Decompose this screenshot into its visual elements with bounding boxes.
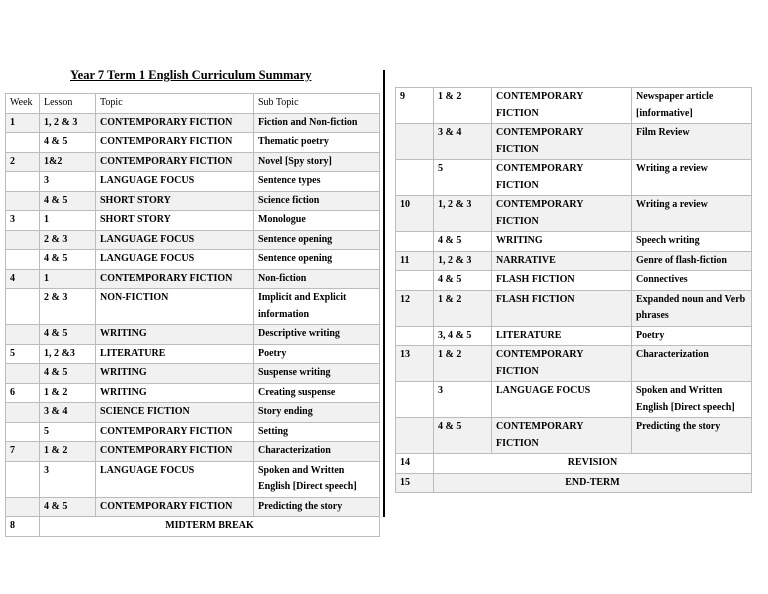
- topic-cell: WRITING: [492, 232, 632, 252]
- lesson-cell: 4 & 5: [40, 325, 96, 345]
- table-row: [6, 230, 380, 250]
- week-cell: 9: [396, 88, 434, 124]
- week-cell: 3: [6, 211, 40, 231]
- table-row: [6, 211, 380, 231]
- week-cell: [6, 133, 40, 153]
- subtopic-cell: Science fiction: [254, 191, 380, 211]
- lesson-cell: 4 & 5: [40, 364, 96, 384]
- week-cell: [6, 461, 40, 497]
- lesson-cell: 3, 4 & 5: [434, 326, 492, 346]
- lesson-cell: 1 & 2: [434, 290, 492, 326]
- table-row: [6, 344, 380, 364]
- span-label: REVISION: [434, 454, 752, 474]
- topic-cell: FLASH FICTION: [492, 290, 632, 326]
- subtopic-cell: Predicting the story: [632, 418, 752, 454]
- week-cell: [396, 271, 434, 291]
- week-cell: [6, 230, 40, 250]
- week-cell: 11: [396, 251, 434, 271]
- lesson-cell: 4 & 5: [40, 250, 96, 270]
- curriculum-table-left: [5, 93, 380, 537]
- week-cell: 4: [6, 269, 40, 289]
- table-row: [6, 152, 380, 172]
- subtopic-cell: Sentence opening: [254, 230, 380, 250]
- table-row: [6, 269, 380, 289]
- topic-cell: WRITING: [96, 364, 254, 384]
- week-cell: [6, 403, 40, 423]
- table-row: [6, 325, 380, 345]
- week-cell: 8: [6, 517, 40, 537]
- table-row: [396, 251, 752, 271]
- topic-cell: CONTEMPORARY FICTION: [492, 88, 632, 124]
- lesson-cell: 4 & 5: [434, 418, 492, 454]
- subtopic-cell: Fiction and Non-fiction: [254, 113, 380, 133]
- lesson-cell: 2 & 3: [40, 289, 96, 325]
- topic-cell: LANGUAGE FOCUS: [96, 230, 254, 250]
- subtopic-cell: Suspense writing: [254, 364, 380, 384]
- table-row: [6, 403, 380, 423]
- week-cell: [396, 232, 434, 252]
- lesson-cell: 4 & 5: [434, 232, 492, 252]
- subtopic-cell: Setting: [254, 422, 380, 442]
- week-cell: 15: [396, 473, 434, 493]
- topic-cell: NON-FICTION: [96, 289, 254, 325]
- subtopic-cell: Story ending: [254, 403, 380, 423]
- week-cell: 6: [6, 383, 40, 403]
- lesson-cell: 5: [434, 160, 492, 196]
- table-row: [6, 442, 380, 462]
- lesson-cell: 1, 2 & 3: [434, 251, 492, 271]
- lesson-cell: 3: [40, 172, 96, 192]
- subtopic-cell: Connectives: [632, 271, 752, 291]
- subtopic-cell: Thematic poetry: [254, 133, 380, 153]
- week-cell: [396, 160, 434, 196]
- table-row: [396, 271, 752, 291]
- table-row: [396, 326, 752, 346]
- lesson-cell: 1, 2 & 3: [40, 113, 96, 133]
- table-row: [396, 290, 752, 326]
- lesson-cell: 1, 2 & 3: [434, 196, 492, 232]
- lesson-cell: 3 & 4: [40, 403, 96, 423]
- lesson-cell: 1 & 2: [434, 88, 492, 124]
- topic-header: Topic: [96, 94, 254, 114]
- week-cell: 2: [6, 152, 40, 172]
- topic-cell: SHORT STORY: [96, 211, 254, 231]
- week-header: Week: [6, 94, 40, 114]
- table-row: [6, 289, 380, 325]
- lesson-cell: 1: [40, 269, 96, 289]
- lesson-cell: 4 & 5: [434, 271, 492, 291]
- lesson-cell: 2 & 3: [40, 230, 96, 250]
- week-cell: [396, 124, 434, 160]
- column-divider: [383, 70, 385, 517]
- table-row: [396, 346, 752, 382]
- subtopic-cell: Sentence types: [254, 172, 380, 192]
- topic-cell: CONTEMPORARY FICTION: [492, 346, 632, 382]
- topic-cell: LITERATURE: [492, 326, 632, 346]
- table-row: [396, 382, 752, 418]
- topic-cell: CONTEMPORARY FICTION: [96, 269, 254, 289]
- subtopic-cell: Film Review: [632, 124, 752, 160]
- subtopic-cell: Speech writing: [632, 232, 752, 252]
- topic-cell: LITERATURE: [96, 344, 254, 364]
- table-row: [6, 113, 380, 133]
- lesson-cell: 1 & 2: [434, 346, 492, 382]
- subtopic-cell: Predicting the story: [254, 497, 380, 517]
- lesson-cell: 1&2: [40, 152, 96, 172]
- topic-cell: SHORT STORY: [96, 191, 254, 211]
- week-cell: [6, 250, 40, 270]
- table-row: [396, 232, 752, 252]
- table-row: [396, 418, 752, 454]
- lesson-cell: 3 & 4: [434, 124, 492, 160]
- lesson-cell: 4 & 5: [40, 497, 96, 517]
- subtopic-cell: Poetry: [254, 344, 380, 364]
- span-row: [396, 454, 752, 474]
- midterm-break-row: [6, 517, 380, 537]
- lesson-cell: 1: [40, 211, 96, 231]
- week-cell: [6, 364, 40, 384]
- topic-cell: LANGUAGE FOCUS: [492, 382, 632, 418]
- lesson-cell: 3: [434, 382, 492, 418]
- week-cell: 5: [6, 344, 40, 364]
- subtopic-cell: Novel [Spy story]: [254, 152, 380, 172]
- week-cell: 14: [396, 454, 434, 474]
- table-row: [396, 124, 752, 160]
- curriculum-table-right: [395, 87, 752, 493]
- topic-cell: CONTEMPORARY FICTION: [96, 442, 254, 462]
- topic-cell: LANGUAGE FOCUS: [96, 172, 254, 192]
- topic-cell: CONTEMPORARY FICTION: [96, 113, 254, 133]
- topic-cell: LANGUAGE FOCUS: [96, 461, 254, 497]
- span-label: END-TERM: [434, 473, 752, 493]
- week-cell: [6, 497, 40, 517]
- topic-cell: CONTEMPORARY FICTION: [492, 418, 632, 454]
- lesson-header: Lesson: [40, 94, 96, 114]
- topic-cell: SCIENCE FICTION: [96, 403, 254, 423]
- week-cell: [6, 325, 40, 345]
- topic-cell: CONTEMPORARY FICTION: [96, 133, 254, 153]
- topic-cell: WRITING: [96, 383, 254, 403]
- week-cell: 7: [6, 442, 40, 462]
- week-cell: [6, 289, 40, 325]
- week-cell: 1: [6, 113, 40, 133]
- span-row: [396, 473, 752, 493]
- week-cell: [396, 418, 434, 454]
- table-row: [6, 191, 380, 211]
- topic-cell: CONTEMPORARY FICTION: [96, 152, 254, 172]
- week-cell: [396, 326, 434, 346]
- table-header-row: [6, 94, 380, 114]
- subtopic-cell: Writing a review: [632, 196, 752, 232]
- lesson-cell: 1 & 2: [40, 383, 96, 403]
- table-row: [6, 422, 380, 442]
- subtopic-cell: Implicit and Explicit information: [254, 289, 380, 325]
- subtopic-cell: Descriptive writing: [254, 325, 380, 345]
- subtopic-cell: Poetry: [632, 326, 752, 346]
- table-row: [6, 497, 380, 517]
- week-cell: [6, 422, 40, 442]
- topic-cell: CONTEMPORARY FICTION: [492, 124, 632, 160]
- lesson-cell: 1 & 2: [40, 442, 96, 462]
- table-row: [6, 364, 380, 384]
- table-row: [6, 172, 380, 192]
- table-row: [396, 196, 752, 232]
- subtopic-header: Sub Topic: [254, 94, 380, 114]
- lesson-cell: 3: [40, 461, 96, 497]
- week-cell: 12: [396, 290, 434, 326]
- document-title: Year 7 Term 1 English Curriculum Summary: [70, 68, 312, 82]
- topic-cell: LANGUAGE FOCUS: [96, 250, 254, 270]
- subtopic-cell: Spoken and Written English [Direct speech]: [632, 382, 752, 418]
- subtopic-cell: Sentence opening: [254, 250, 380, 270]
- week-cell: [6, 172, 40, 192]
- subtopic-cell: Expanded noun and Verb phrases: [632, 290, 752, 326]
- table-row: [396, 160, 752, 196]
- lesson-cell: 5: [40, 422, 96, 442]
- lesson-cell: 1, 2 &3: [40, 344, 96, 364]
- subtopic-cell: Creating suspense: [254, 383, 380, 403]
- table-row: [6, 383, 380, 403]
- subtopic-cell: Characterization: [254, 442, 380, 462]
- week-cell: 13: [396, 346, 434, 382]
- lesson-cell: 4 & 5: [40, 133, 96, 153]
- table-row: [6, 461, 380, 497]
- subtopic-cell: Genre of flash-fiction: [632, 251, 752, 271]
- subtopic-cell: Newspaper article [informative]: [632, 88, 752, 124]
- week-cell: 10: [396, 196, 434, 232]
- topic-cell: WRITING: [96, 325, 254, 345]
- topic-cell: CONTEMPORARY FICTION: [492, 196, 632, 232]
- week-cell: [396, 382, 434, 418]
- table-row: [6, 133, 380, 153]
- table-row: [6, 250, 380, 270]
- subtopic-cell: Non-fiction: [254, 269, 380, 289]
- table-row: [396, 88, 752, 124]
- subtopic-cell: Writing a review: [632, 160, 752, 196]
- week-cell: [6, 191, 40, 211]
- lesson-cell: 4 & 5: [40, 191, 96, 211]
- subtopic-cell: Characterization: [632, 346, 752, 382]
- topic-cell: NARRATIVE: [492, 251, 632, 271]
- topic-cell: CONTEMPORARY FICTION: [96, 497, 254, 517]
- topic-cell: CONTEMPORARY FICTION: [96, 422, 254, 442]
- midterm-break-label: MIDTERM BREAK: [40, 517, 380, 537]
- subtopic-cell: Spoken and Written English [Direct speech]: [254, 461, 380, 497]
- topic-cell: CONTEMPORARY FICTION: [492, 160, 632, 196]
- subtopic-cell: Monologue: [254, 211, 380, 231]
- topic-cell: FLASH FICTION: [492, 271, 632, 291]
